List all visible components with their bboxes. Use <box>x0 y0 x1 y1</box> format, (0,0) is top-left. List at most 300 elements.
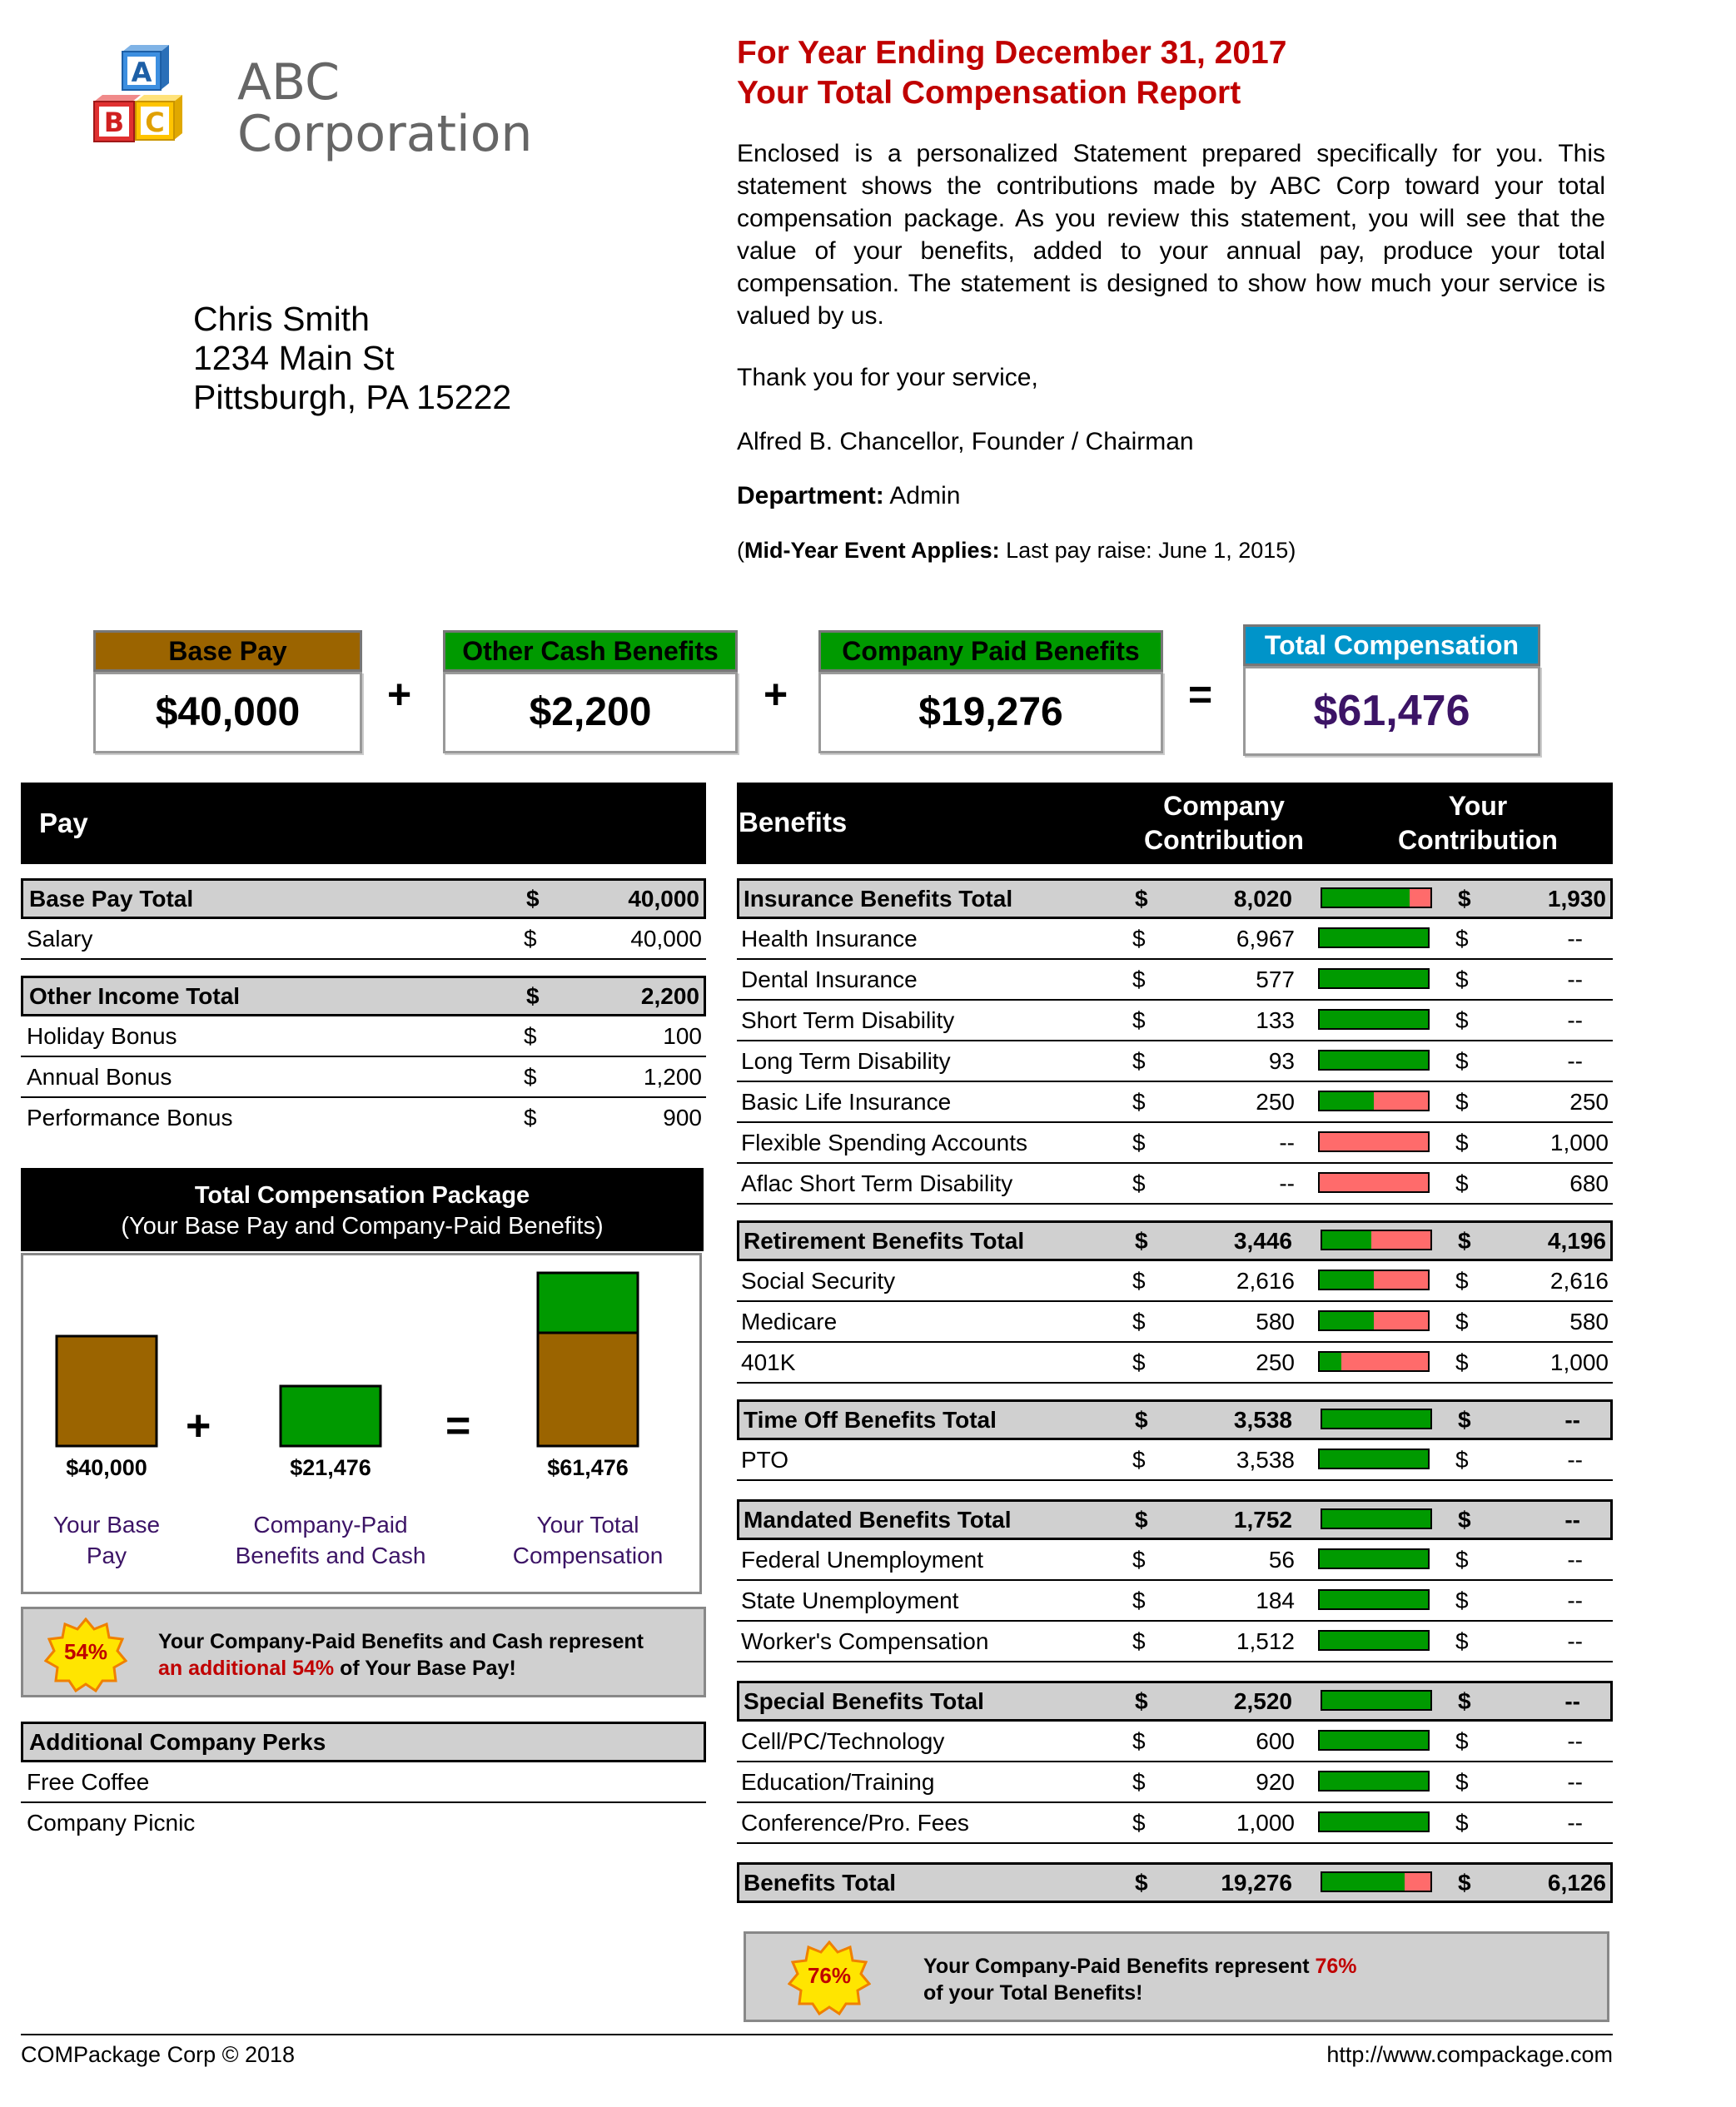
benefit-your-cur: $ <box>1455 1628 1469 1654</box>
benefit-share-bar <box>1321 1690 1432 1711</box>
footer-url[interactable]: http://www.compackage.com <box>1326 2042 1613 2067</box>
benefit-share-fill <box>1320 1353 1341 1370</box>
logo-letter-a: A <box>131 57 152 88</box>
benefit-company-cur: $ <box>1132 1349 1146 1375</box>
benefit-row <box>737 1082 1613 1123</box>
package-total-benefits-bar <box>538 1273 638 1333</box>
benefit-share-bar <box>1318 1730 1430 1751</box>
benefit-your-amount: -- <box>1567 1048 1583 1074</box>
benefit-company-amount: 920 <box>1256 1769 1295 1795</box>
benefit-row <box>737 1722 1613 1762</box>
benefit-share-bar <box>1318 1131 1430 1152</box>
benefit-company-cur: $ <box>1132 1769 1146 1795</box>
benefit-company-amount: 250 <box>1256 1349 1295 1375</box>
pay-item-cur: $ <box>524 926 537 952</box>
benefit-row <box>737 1123 1613 1164</box>
benefit-share-fill <box>1322 1692 1430 1709</box>
benefit-company-cur: $ <box>1132 1810 1146 1836</box>
package-base-bar <box>57 1336 157 1446</box>
perks-header-row <box>21 1722 706 1762</box>
pay-item-amount: 40,000 <box>630 926 702 952</box>
benefit-share-bar <box>1318 1270 1430 1290</box>
pay-percent-line1: Your Company-Paid Benefits and Cash represent <box>158 1630 644 1653</box>
benefit-row <box>737 1581 1613 1622</box>
benefit-share-bar <box>1318 927 1430 948</box>
benefit-label: Short Term Disability <box>741 1007 955 1033</box>
benefit-company-cur: $ <box>1132 1588 1146 1613</box>
benefit-company-amount: 577 <box>1256 967 1295 992</box>
package-total-base-bar <box>538 1333 638 1446</box>
summary-company-paid-value: $19,276 <box>818 672 1163 753</box>
benefit-your-cur: $ <box>1455 926 1469 952</box>
benefit-company-amount: 6,967 <box>1236 926 1295 952</box>
package-base-caption <box>15 1509 198 1571</box>
benefit-label: Benefits Total <box>744 1870 897 1896</box>
pay-item-cur: $ <box>524 1105 537 1131</box>
thanks-line: Thank you for your service, <box>737 364 1038 391</box>
benefits-percent-line2: of your Total Benefits! <box>923 1981 1143 2005</box>
benefits-col-your-1: Your <box>1448 791 1508 821</box>
benefit-company-amount: -- <box>1279 1130 1295 1155</box>
benefit-share-bar <box>1318 1009 1430 1030</box>
benefit-your-amount: -- <box>1567 1588 1583 1613</box>
pay-item-amount: 900 <box>663 1105 702 1131</box>
report-title-line2: Your Total Compensation Report <box>737 75 1241 111</box>
benefit-total-row <box>737 1220 1613 1261</box>
benefit-company-amount: -- <box>1279 1170 1295 1196</box>
benefit-label: 401K <box>741 1349 796 1375</box>
benefit-your-cur: $ <box>1455 1588 1469 1613</box>
benefit-company-amount: 1,512 <box>1236 1628 1295 1654</box>
benefit-your-cur: $ <box>1455 1547 1469 1573</box>
benefit-share-fill <box>1322 1410 1430 1428</box>
benefit-your-cur: $ <box>1455 1007 1469 1033</box>
benefit-row <box>737 1540 1613 1581</box>
benefit-your-cur: $ <box>1455 1268 1469 1294</box>
footer-divider <box>21 2034 1613 2035</box>
benefits-col-company-2: Contribution <box>1144 825 1304 855</box>
benefit-row <box>737 1622 1613 1662</box>
summary-plus-1: + <box>387 671 412 718</box>
department-value: Admin <box>889 482 961 509</box>
benefit-share-fill <box>1322 1231 1371 1249</box>
benefit-your-cur: $ <box>1455 1810 1469 1836</box>
pay-percent-note <box>21 1607 706 1697</box>
benefit-your-cur: $ <box>1455 1089 1469 1115</box>
perk-row <box>21 1803 706 1844</box>
benefit-your-amount: 2,616 <box>1549 1268 1609 1294</box>
benefit-your-amount: -- <box>1564 1407 1580 1433</box>
benefit-your-amount: -- <box>1567 1007 1583 1033</box>
benefit-company-cur: $ <box>1135 1870 1148 1896</box>
pay-holiday-row <box>21 1016 706 1057</box>
benefit-total-row <box>737 1862 1613 1903</box>
benefit-label: Conference/Pro. Fees <box>741 1810 969 1836</box>
report-title <box>737 33 1286 113</box>
benefit-label: Special Benefits Total <box>744 1688 984 1714</box>
benefit-company-amount: 3,538 <box>1233 1407 1292 1433</box>
benefits-col-company-1: Company <box>1163 791 1285 821</box>
benefit-your-cur: $ <box>1458 886 1471 912</box>
benefit-row <box>737 919 1613 960</box>
pay-header: Pay <box>21 783 706 864</box>
benefit-share-bar <box>1318 1050 1430 1071</box>
pay-other-total-label: Other Income Total <box>29 983 241 1009</box>
pay-performance-row <box>21 1098 706 1139</box>
summary-base-pay <box>93 630 362 753</box>
benefit-company-cur: $ <box>1132 1130 1146 1155</box>
abc-blocks-logo <box>87 43 212 168</box>
benefit-your-cur: $ <box>1455 1309 1469 1334</box>
benefits-percent-text <box>923 1953 1357 2006</box>
benefit-row <box>737 1343 1613 1384</box>
pay-annual-row <box>21 1057 706 1098</box>
benefit-your-amount: -- <box>1567 1769 1583 1795</box>
benefit-row <box>737 1261 1613 1302</box>
pay-percent-line2-red: an additional 54% <box>158 1657 335 1680</box>
package-benefits-caption <box>214 1509 447 1571</box>
benefit-company-cur: $ <box>1132 1447 1146 1473</box>
pay-percent-line2-rest: of Your Base Pay! <box>334 1657 516 1680</box>
benefit-label: State Unemployment <box>741 1588 959 1613</box>
benefit-row <box>737 1041 1613 1082</box>
package-chart <box>21 1253 702 1594</box>
pay-other-total-amount: 2,200 <box>640 983 699 1009</box>
benefit-share-bar <box>1318 1172 1430 1193</box>
summary-base-pay-label: Base Pay <box>93 630 362 672</box>
pay-item-label: Salary <box>27 926 93 952</box>
department-line <box>737 482 960 510</box>
package-plus: + <box>186 1402 211 1450</box>
benefit-your-amount: -- <box>1567 967 1583 992</box>
summary-company-paid <box>818 630 1163 753</box>
package-benefits-caption-1: Company-Paid <box>253 1512 408 1538</box>
benefit-share-bar <box>1318 1630 1430 1651</box>
benefit-your-amount: 680 <box>1569 1170 1609 1196</box>
summary-total-comp-label: Total Compensation <box>1243 624 1540 666</box>
company-name-line2: Corporation <box>237 105 533 163</box>
benefits-col-company <box>1103 789 1345 857</box>
benefit-share-fill <box>1322 1873 1405 1891</box>
benefit-company-amount: 3,446 <box>1233 1228 1292 1254</box>
benefits-header-label: Benefits <box>739 807 848 837</box>
footer-copyright: COMPackage Corp © 2018 <box>21 2042 296 2067</box>
perk-label: Company Picnic <box>27 1810 196 1836</box>
benefit-your-amount: 1,000 <box>1549 1349 1609 1375</box>
benefit-company-cur: $ <box>1132 1728 1146 1754</box>
benefit-your-amount: -- <box>1567 1628 1583 1654</box>
package-total-caption-1: Your Total <box>536 1512 639 1538</box>
benefit-share-bar <box>1318 1811 1430 1832</box>
benefit-share-bar <box>1318 1351 1430 1372</box>
pay-item-cur: $ <box>524 1023 537 1049</box>
benefit-company-cur: $ <box>1135 1688 1148 1714</box>
benefit-company-cur: $ <box>1132 1268 1146 1294</box>
benefit-your-amount: -- <box>1567 1728 1583 1754</box>
pay-base-total-amount: 40,000 <box>628 886 699 912</box>
benefit-total-row <box>737 1681 1613 1722</box>
benefit-label: Long Term Disability <box>741 1048 951 1074</box>
summary-total-comp <box>1243 624 1540 756</box>
benefit-share-fill <box>1320 1312 1374 1329</box>
benefit-company-amount: 8,020 <box>1233 886 1292 912</box>
package-total-amount: $61,476 <box>547 1455 629 1480</box>
benefit-share-fill <box>1320 1632 1428 1649</box>
benefit-company-amount: 1,752 <box>1233 1507 1292 1533</box>
benefit-share-bar <box>1318 1449 1430 1469</box>
benefit-your-cur: $ <box>1455 1447 1469 1473</box>
mid-year-label: Mid-Year Event Applies: <box>744 538 1000 563</box>
mid-year-close: ) <box>1288 538 1296 563</box>
benefits-col-your-2: Contribution <box>1398 825 1558 855</box>
benefit-your-amount: -- <box>1567 1810 1583 1836</box>
benefit-company-cur: $ <box>1135 1407 1148 1433</box>
pay-other-total-row <box>21 976 706 1016</box>
report-title-line1: For Year Ending December 31, 2017 <box>737 35 1287 71</box>
pay-item-label: Annual Bonus <box>27 1064 172 1090</box>
benefit-company-amount: 580 <box>1256 1309 1295 1334</box>
benefit-total-row <box>737 1499 1613 1540</box>
benefit-label: Basic Life Insurance <box>741 1089 952 1115</box>
package-subtitle: (Your Base Pay and Company-Paid Benefits) <box>121 1213 604 1240</box>
benefit-label: Education/Training <box>741 1769 935 1795</box>
benefit-your-amount: 4,196 <box>1547 1228 1606 1254</box>
benefit-label: Time Off Benefits Total <box>744 1407 997 1433</box>
benefit-row <box>737 960 1613 1001</box>
benefit-company-amount: 3,538 <box>1236 1447 1295 1473</box>
pay-percent-line2 <box>158 1655 644 1682</box>
benefit-label: Dental Insurance <box>741 967 918 992</box>
benefit-company-cur: $ <box>1135 1507 1148 1533</box>
benefit-label: Retirement Benefits Total <box>744 1228 1025 1254</box>
benefit-your-amount: -- <box>1564 1507 1580 1533</box>
benefit-share-fill <box>1320 1011 1428 1028</box>
pay-base-total-label: Base Pay Total <box>29 886 194 912</box>
benefit-share-bar <box>1318 1091 1430 1111</box>
benefit-company-amount: 56 <box>1268 1547 1295 1573</box>
benefit-company-amount: 250 <box>1256 1089 1295 1115</box>
benefit-your-amount: 1,930 <box>1547 886 1606 912</box>
package-base-caption-2: Pay <box>86 1543 127 1568</box>
benefit-row <box>737 1001 1613 1041</box>
pay-item-label: Performance Bonus <box>27 1105 233 1131</box>
package-equals: = <box>445 1402 471 1450</box>
perk-label: Free Coffee <box>27 1769 150 1795</box>
benefit-row <box>737 1440 1613 1481</box>
company-name <box>237 53 533 163</box>
benefit-company-amount: 93 <box>1268 1048 1295 1074</box>
summary-other-cash-label: Other Cash Benefits <box>443 630 738 672</box>
benefit-share-bar <box>1321 1508 1432 1529</box>
benefit-label: Aflac Short Term Disability <box>741 1170 1013 1196</box>
benefit-total-row <box>737 878 1613 919</box>
summary-total-comp-value: $61,476 <box>1243 666 1540 756</box>
benefit-company-cur: $ <box>1132 1048 1146 1074</box>
benefit-your-amount: 580 <box>1569 1309 1609 1334</box>
pay-percent-badge: 54% <box>63 1639 108 1664</box>
benefit-company-amount: 2,616 <box>1236 1268 1295 1294</box>
benefit-company-cur: $ <box>1132 1089 1146 1115</box>
benefit-your-cur: $ <box>1455 1170 1469 1196</box>
benefit-company-amount: 184 <box>1256 1588 1295 1613</box>
benefit-share-fill <box>1320 1092 1374 1110</box>
benefit-your-amount: -- <box>1567 1547 1583 1573</box>
pay-item-label: Holiday Bonus <box>27 1023 177 1049</box>
benefit-your-amount: 250 <box>1569 1089 1609 1115</box>
pay-item-amount: 1,200 <box>643 1064 702 1090</box>
benefit-your-cur: $ <box>1458 1407 1471 1433</box>
intro-paragraph: Enclosed is a personalized Statement prepared specifically for you. This statement shows the contributions made by ABC Corp toward your total compensation package. As you review this statement, you will see that the value of your benefits, added to your annual pay, produce your total compensation. The statement is designed to show how much your service is valued by us. <box>737 140 1605 330</box>
benefit-your-amount: -- <box>1564 1688 1580 1714</box>
summary-equals: = <box>1188 671 1213 718</box>
summary-company-paid-label: Company Paid Benefits <box>818 630 1163 672</box>
logo-letter-b: B <box>103 107 125 138</box>
benefits-col-your <box>1357 789 1599 857</box>
benefit-your-amount: 6,126 <box>1547 1870 1606 1896</box>
benefit-company-cur: $ <box>1132 926 1146 952</box>
summary-base-pay-value: $40,000 <box>93 672 362 753</box>
pay-percent-text <box>158 1628 644 1682</box>
benefits-percent-line1-red: 76% <box>1315 1955 1357 1978</box>
package-benefits-caption-2: Benefits and Cash <box>235 1543 426 1568</box>
benefit-your-cur: $ <box>1455 1349 1469 1375</box>
benefit-share-bar <box>1318 1548 1430 1569</box>
benefit-share-fill <box>1322 1510 1430 1528</box>
benefit-share-bar <box>1321 1230 1432 1250</box>
benefit-label: PTO <box>741 1447 789 1473</box>
mid-year-open: ( <box>737 538 744 563</box>
benefit-share-fill <box>1320 1450 1428 1468</box>
benefit-label: Medicare <box>741 1309 838 1334</box>
logo-letter-c: C <box>145 107 165 138</box>
benefit-company-amount: 600 <box>1256 1728 1295 1754</box>
benefit-row <box>737 1762 1613 1803</box>
benefit-company-cur: $ <box>1132 1170 1146 1196</box>
benefit-company-cur: $ <box>1132 967 1146 992</box>
benefit-company-cur: $ <box>1132 1547 1146 1573</box>
benefits-percent-badge: 76% <box>807 1963 852 1988</box>
recipient-street: 1234 Main St <box>193 339 395 377</box>
mid-year-line <box>737 538 1296 564</box>
benefit-company-cur: $ <box>1132 1309 1146 1334</box>
benefit-label: Insurance Benefits Total <box>744 886 1013 912</box>
benefit-your-amount: -- <box>1567 926 1583 952</box>
benefit-share-bar <box>1318 1310 1430 1331</box>
benefit-row <box>737 1302 1613 1343</box>
benefit-label: Mandated Benefits Total <box>744 1507 1012 1533</box>
benefit-your-amount: -- <box>1567 1447 1583 1473</box>
benefit-company-amount: 2,520 <box>1233 1688 1292 1714</box>
package-base-caption-1: Your Base <box>52 1512 161 1538</box>
benefit-label: Flexible Spending Accounts <box>741 1130 1027 1155</box>
benefit-share-bar <box>1321 887 1432 908</box>
pay-base-total-row <box>21 878 706 919</box>
company-name-line1: ABC <box>237 53 341 112</box>
benefit-your-cur: $ <box>1455 967 1469 992</box>
package-header <box>21 1168 704 1251</box>
summary-other-cash-value: $2,200 <box>443 672 738 753</box>
benefit-share-fill <box>1322 889 1410 907</box>
recipient-name: Chris Smith <box>193 300 370 338</box>
department-label: Department: <box>737 482 884 509</box>
benefit-label: Social Security <box>741 1268 896 1294</box>
package-title: Total Compensation Package <box>194 1182 530 1209</box>
benefit-label: Federal Unemployment <box>741 1547 984 1573</box>
perks-header: Additional Company Perks <box>29 1729 326 1755</box>
benefit-share-fill <box>1320 1051 1428 1069</box>
pay-salary-row <box>21 919 706 960</box>
benefit-company-cur: $ <box>1132 1007 1146 1033</box>
package-benefits-amount: $21,476 <box>290 1455 371 1480</box>
benefit-row <box>737 1803 1613 1844</box>
benefit-company-cur: $ <box>1132 1628 1146 1654</box>
benefit-share-bar <box>1318 1771 1430 1791</box>
benefit-share-fill <box>1320 1591 1428 1608</box>
benefit-share-bar <box>1318 968 1430 989</box>
benefit-company-amount: 133 <box>1256 1007 1295 1033</box>
package-total-caption-2: Compensation <box>512 1543 664 1568</box>
pay-item-cur: $ <box>524 1064 537 1090</box>
benefits-percent-line1 <box>923 1953 1357 1980</box>
benefit-company-cur: $ <box>1135 886 1148 912</box>
summary-other-cash <box>443 630 738 753</box>
benefits-percent-note <box>744 1931 1609 2022</box>
benefit-share-bar <box>1321 1871 1432 1892</box>
benefit-share-fill <box>1320 1271 1374 1289</box>
benefit-share-bar <box>1318 1589 1430 1610</box>
package-base-amount: $40,000 <box>66 1455 147 1480</box>
benefit-share-fill <box>1320 1813 1428 1831</box>
benefit-label: Worker's Compensation <box>741 1628 989 1654</box>
benefits-header <box>737 783 1613 864</box>
benefits-percent-line1-a: Your Company-Paid Benefits represent <box>923 1955 1316 1978</box>
recipient-address <box>193 300 511 417</box>
pay-item-amount: 100 <box>663 1023 702 1049</box>
package-benefits-bar <box>281 1386 381 1446</box>
pay-base-total-cur: $ <box>526 886 540 912</box>
benefit-your-cur: $ <box>1458 1507 1471 1533</box>
benefit-total-row <box>737 1399 1613 1440</box>
benefit-share-fill <box>1320 1772 1428 1790</box>
benefit-share-fill <box>1320 970 1428 987</box>
benefit-your-cur: $ <box>1458 1688 1471 1714</box>
pay-other-total-cur: $ <box>526 983 540 1009</box>
benefit-row <box>737 1164 1613 1205</box>
benefit-share-bar <box>1321 1409 1432 1429</box>
benefit-your-cur: $ <box>1458 1228 1471 1254</box>
mid-year-value: Last pay raise: June 1, 2015 <box>1006 538 1289 563</box>
perk-row <box>21 1762 706 1803</box>
benefit-share-fill <box>1320 929 1428 947</box>
benefit-your-amount: 1,000 <box>1549 1130 1609 1155</box>
benefit-label: Cell/PC/Technology <box>741 1728 945 1754</box>
benefit-share-fill <box>1320 1550 1428 1568</box>
benefit-company-amount: 19,276 <box>1221 1870 1292 1896</box>
benefit-your-cur: $ <box>1455 1048 1469 1074</box>
recipient-city: Pittsburgh, PA 15222 <box>193 378 512 416</box>
benefit-share-fill <box>1320 1732 1428 1749</box>
benefit-your-cur: $ <box>1455 1130 1469 1155</box>
benefit-your-cur: $ <box>1458 1870 1471 1896</box>
benefit-your-cur: $ <box>1455 1769 1469 1795</box>
benefit-your-cur: $ <box>1455 1728 1469 1754</box>
summary-plus-2: + <box>764 671 788 718</box>
signature-line: Alfred B. Chancellor, Founder / Chairman <box>737 428 1194 455</box>
benefit-company-amount: 1,000 <box>1236 1810 1295 1836</box>
benefit-label: Health Insurance <box>741 926 918 952</box>
benefit-company-cur: $ <box>1135 1228 1148 1254</box>
package-total-caption <box>488 1509 688 1571</box>
